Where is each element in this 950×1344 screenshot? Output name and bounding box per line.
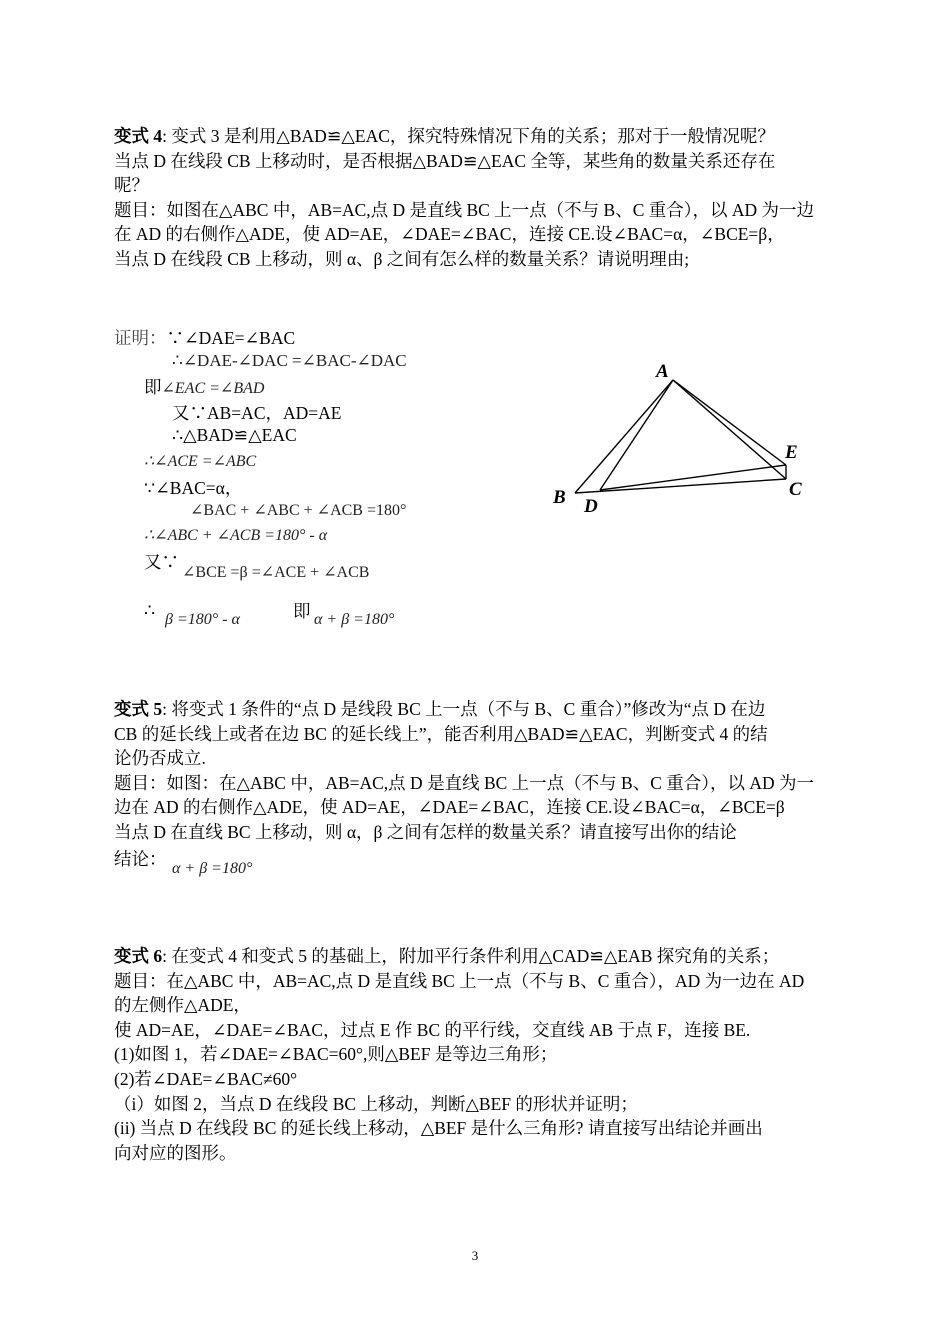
variant-5-line-3: 论仍否成立. <box>114 748 206 769</box>
variant-5-line-5: 边在 AD 的右侧作△ADE，使 AD=AE，∠DAE=∠BAC，连接 CE.设∠BAC=α，∠BCE=β <box>114 797 785 818</box>
segment-AD <box>600 380 673 490</box>
proof-line-11-prefix: ∴ <box>144 600 156 620</box>
proof-line-11b-prefix: 即 <box>293 601 311 621</box>
triangle-figure <box>540 355 840 525</box>
label-B: B <box>553 487 566 508</box>
variant-4-label: 变式 4 <box>114 126 163 146</box>
variant-5-line-6: 当点 D 在直线 BC 上移动，则 α，β 之间有怎样的数量关系？请直接写出你的结论 <box>114 821 737 842</box>
variant-6-line-2: 题目：在△ABC 中，AB=AC,点 D 是直线 BC 上一点（不与 B、C 重合），AD 为一边在 AD <box>114 970 805 991</box>
variant-6-line-4: 使 AD=AE，∠DAE=∠BAC，过点 E 作 BC 的平行线，交直线 AB 于点 F，连接 BE. <box>114 1019 751 1040</box>
proof-line-10: ∠BCE =β =∠ACE + ∠ACB <box>182 564 370 581</box>
variant-4-line-4: 题目：如图在△ABC 中，AB=AC,点 D 是直线 BC 上一点（不与 B、C 重合），以 AD 为一边 <box>114 199 815 220</box>
proof-line-6: ∴∠ACE =∠ABC <box>144 453 257 470</box>
variant-6-label: 变式 6 <box>114 946 163 966</box>
variant-5-line-2: CB 的延长线上或者在边 BC 的延长线上”，能否利用△BAD≌△EAC，判断变式 4 的结 <box>114 723 768 744</box>
proof-line-3: 即∠EAC =∠BAD <box>144 377 265 397</box>
proof-line-9: ∴∠ABC + ∠ACB =180° - α <box>144 527 328 544</box>
variant-4-line-3: 呢？ <box>114 175 149 196</box>
label-E: E <box>785 442 798 463</box>
proof-line-5: ∴△BAD≌△EAC <box>172 425 297 445</box>
segment-AC <box>673 380 786 479</box>
variant-6-line-5: (1)如图 1，若∠DAE=∠BAC=60°,则△BEF 是等边三角形； <box>114 1044 558 1065</box>
variant-6-line-8: (ii) 当点 D 在线段 BC 的延长线上移动，△BEF 是什么三角形? 请直接写出结论并画出 <box>114 1118 763 1139</box>
proof-line-11: β =180° - α <box>165 611 240 628</box>
variant-4-line-1: 变式 4: 变式 3 是利用△BAD≌△EAC，探究特殊情况下角的关系；那对于一般情况呢？ <box>114 126 775 146</box>
variant-5-conclusion-label: 结论： <box>114 849 167 869</box>
variant-4-line-2: 当点 D 在线段 CB 上移动时，是否根据△BAD≌△EAC 全等，某些角的数量关系还存在 <box>114 150 776 171</box>
label-A: A <box>656 361 669 382</box>
variant-6-section <box>114 944 838 1165</box>
variant-5-section <box>114 697 838 845</box>
variant-4-line-5: 在 AD 的右侧作△ADE，使 AD=AE，∠DAE=∠BAC，连接 CE.设∠BAC=α，∠BCE=β， <box>114 224 785 245</box>
variant-5-line-1: 变式 5: 将变式 1 条件的“点 D 是线段 BC 上一点（不与 B、C 重合）”修改为“点 D 在边 <box>114 699 766 719</box>
variant-5-label: 变式 5 <box>114 699 163 719</box>
proof-line-8: ∠BAC + ∠ABC + ∠ACB =180° <box>190 502 407 519</box>
segment-AE <box>673 380 786 465</box>
label-C: C <box>789 479 802 500</box>
proof-line-1: 证明：∵∠DAE=∠BAC <box>114 328 296 348</box>
proof-line-4: 又∵AB=AC，AD=AE <box>172 403 342 423</box>
proof-line-11b: α + β =180° <box>314 611 395 628</box>
proof-line-7: ∵∠BAC=α， <box>144 478 243 498</box>
variant-4-section <box>114 124 838 272</box>
variant-5-conclusion: α + β =180° <box>172 860 253 877</box>
segment-AB <box>575 380 673 493</box>
variant-6-line-9: 向对应的图形。 <box>114 1142 237 1163</box>
variant-5-line-4: 题目：如图：在△ABC 中，AB=AC,点 D 是直线 BC 上一点（不与 B、C 重合），以 AD 为一 <box>114 772 815 793</box>
variant-6-line-7: （i）如图 2，当点 D 在线段 BC 上移动，判断△BEF 的形状并证明； <box>114 1093 638 1114</box>
proof-line-10-prefix: 又∵ <box>144 552 179 572</box>
segment-DE <box>600 465 786 490</box>
variant-6-line-1: 变式 6: 在变式 4 和变式 5 的基础上，附加平行条件利用△CAD≌△EAB 探究角的关系； <box>114 946 780 966</box>
variant-6-line-3: 的左侧作△ADE， <box>114 995 251 1016</box>
variant-6-line-6: (2)若∠DAE=∠BAC≠60° <box>114 1068 298 1089</box>
page-number: 3 <box>471 1248 479 1263</box>
proof-line-2: ∴∠DAE-∠DAC =∠BAC-∠DAC <box>172 351 407 370</box>
variant-4-line-6: 当点 D 在线段 CB 上移动，则 α、β 之间有怎么样的数量关系？请说明理由; <box>114 248 690 269</box>
label-D: D <box>584 496 598 517</box>
